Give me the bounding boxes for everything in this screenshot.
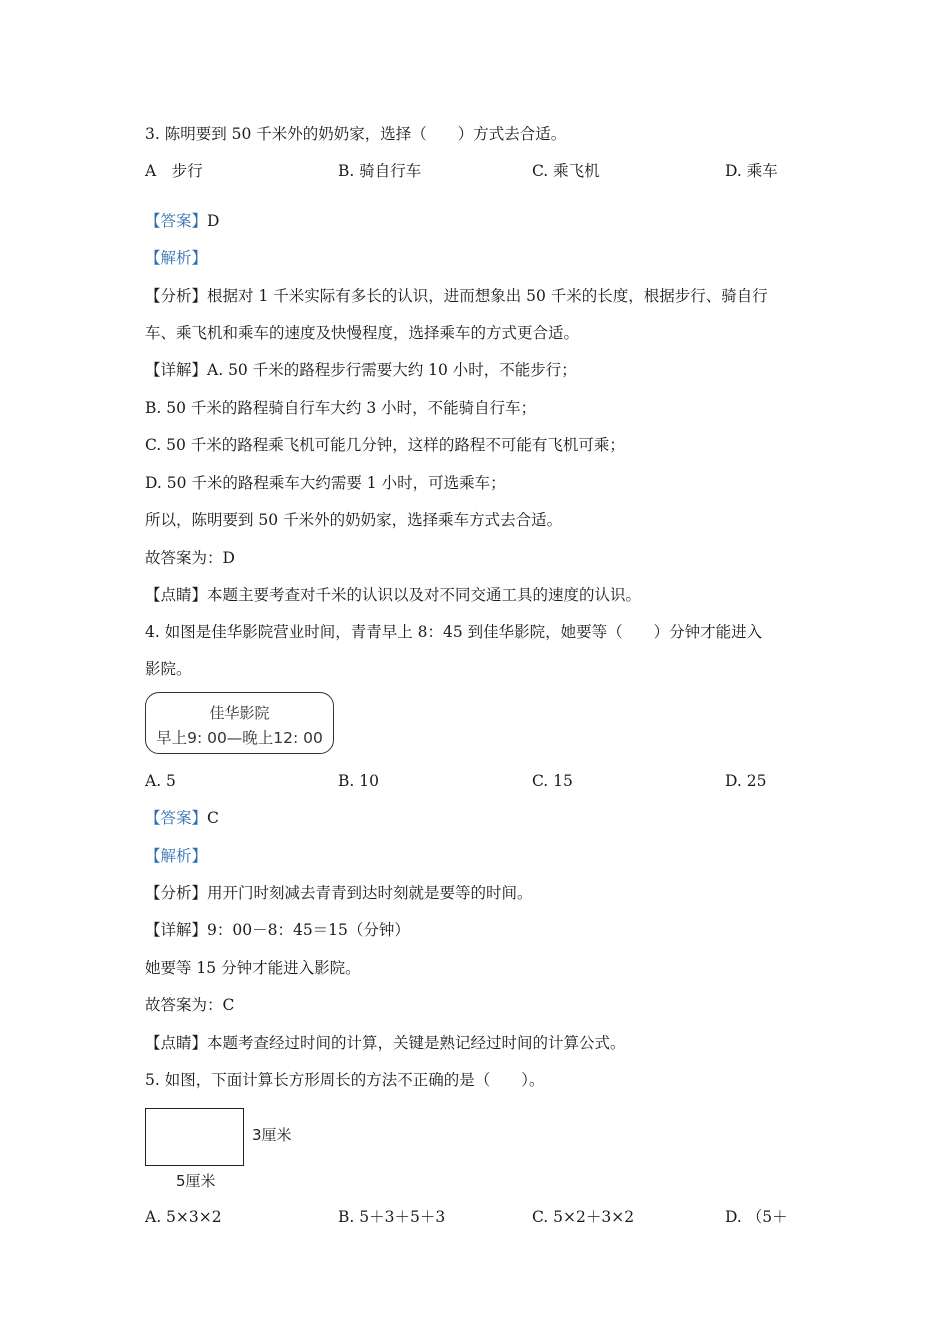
q4-final: 故答案为：C — [145, 996, 235, 1014]
q4-analysis-tag: 【解析】 — [145, 847, 208, 865]
q3-option-b: B. 骑自行车 — [338, 162, 422, 180]
q3-xiangjie — [145, 359, 577, 381]
sign-hours: 早上9: 00—晚上12: 00 — [156, 729, 323, 747]
q4-options — [145, 770, 825, 792]
q5-option-a: A. 5×3×2 — [145, 1208, 222, 1226]
xiangjie-tag: 【详解】 — [145, 361, 208, 379]
q4-option-b: B. 10 — [338, 772, 379, 790]
q4-stem: 4. 如图是佳华影院营业时间，青青早上 8：45 到佳华影院，她要等（ ）分钟才能进入 — [145, 623, 763, 641]
q4-answer — [145, 807, 219, 829]
q3-option-d: D. 乘车 — [725, 162, 778, 180]
q3-answer — [145, 210, 219, 232]
q4-line-2: 她要等 15 分钟才能进入影院。 — [145, 959, 361, 977]
q4-option-a: A. 5 — [145, 772, 176, 790]
q4-dianjing — [145, 1032, 626, 1054]
q5-option-d: D. （5＋ — [725, 1208, 788, 1226]
rect-width-label: 5厘米 — [176, 1172, 216, 1190]
q3-line-c: C. 50 千米的路程乘飞机可能几分钟，这样的路程不可能有飞机可乘； — [145, 436, 625, 454]
q5-stem: 5. 如图，下面计算长方形周长的方法不正确的是（ ）。 — [145, 1071, 545, 1089]
fenxi-text: 用开门时刻减去青青到达时刻就是要等的时间。 — [207, 884, 533, 902]
q3-dianjing — [145, 584, 641, 606]
q4-option-c: C. 15 — [532, 772, 573, 790]
q4-stem-cont: 影院。 — [145, 660, 192, 678]
q4-fenxi — [145, 882, 533, 904]
q3-stem: 3. 陈明要到 50 千米外的奶奶家，选择（ ）方式去合适。 — [145, 125, 567, 143]
q3-option-c: C. 乘飞机 — [532, 162, 600, 180]
q3-line-d: D. 50 千米的路程乘车大约需要 1 小时，可选乘车； — [145, 474, 506, 492]
q4-option-d: D. 25 — [725, 772, 767, 790]
answer-value: D — [207, 212, 220, 230]
q5-option-c: C. 5×2＋3×2 — [532, 1208, 635, 1226]
q3-line-b: B. 50 千米的路程骑自行车大约 3 小时，不能骑自行车； — [145, 399, 537, 417]
q3-options — [145, 160, 825, 182]
answer-tag: 【答案】 — [145, 212, 208, 230]
q5-options — [145, 1206, 825, 1228]
cinema-hours-sign — [145, 692, 334, 754]
fenxi-tag: 【分析】 — [145, 287, 208, 305]
q4-xiangjie — [145, 919, 410, 941]
xiangjie-text: A. 50 千米的路程步行需要大约 10 小时，不能步行； — [207, 361, 577, 379]
sign-title: 佳华影院 — [209, 704, 270, 722]
xiangjie-text: 9：00－8：45＝15（分钟） — [207, 921, 410, 939]
answer-value: C — [207, 809, 219, 827]
q3-conclusion: 所以，陈明要到 50 千米外的奶奶家，选择乘车方式去合适。 — [145, 511, 563, 529]
rect-height-label: 3厘米 — [252, 1126, 292, 1144]
answer-tag: 【答案】 — [145, 809, 208, 827]
dianjing-text: 本题考查经过时间的计算，关键是熟记经过时间的计算公式。 — [207, 1034, 626, 1052]
dianjing-text: 本题主要考查对千米的认识以及对不同交通工具的速度的认识。 — [207, 586, 642, 604]
fenxi-text: 根据对 1 千米实际有多长的认识，进而想象出 50 千米的长度，根据步行、骑自行 — [207, 287, 768, 305]
q3-analysis-tag: 【解析】 — [145, 249, 208, 267]
q3-final: 故答案为：D — [145, 549, 235, 567]
dianjing-tag: 【点睛】 — [145, 1034, 208, 1052]
rectangle-figure — [145, 1108, 244, 1166]
q3-option-a: A 步行 — [145, 162, 203, 180]
q3-fenxi-cont: 车、乘飞机和乘车的速度及快慢程度，选择乘车的方式更合适。 — [145, 324, 580, 342]
xiangjie-tag: 【详解】 — [145, 921, 208, 939]
q3-fenxi — [145, 285, 768, 307]
fenxi-tag: 【分析】 — [145, 884, 208, 902]
dianjing-tag: 【点睛】 — [145, 586, 208, 604]
q5-option-b: B. 5＋3＋5＋3 — [338, 1208, 446, 1226]
